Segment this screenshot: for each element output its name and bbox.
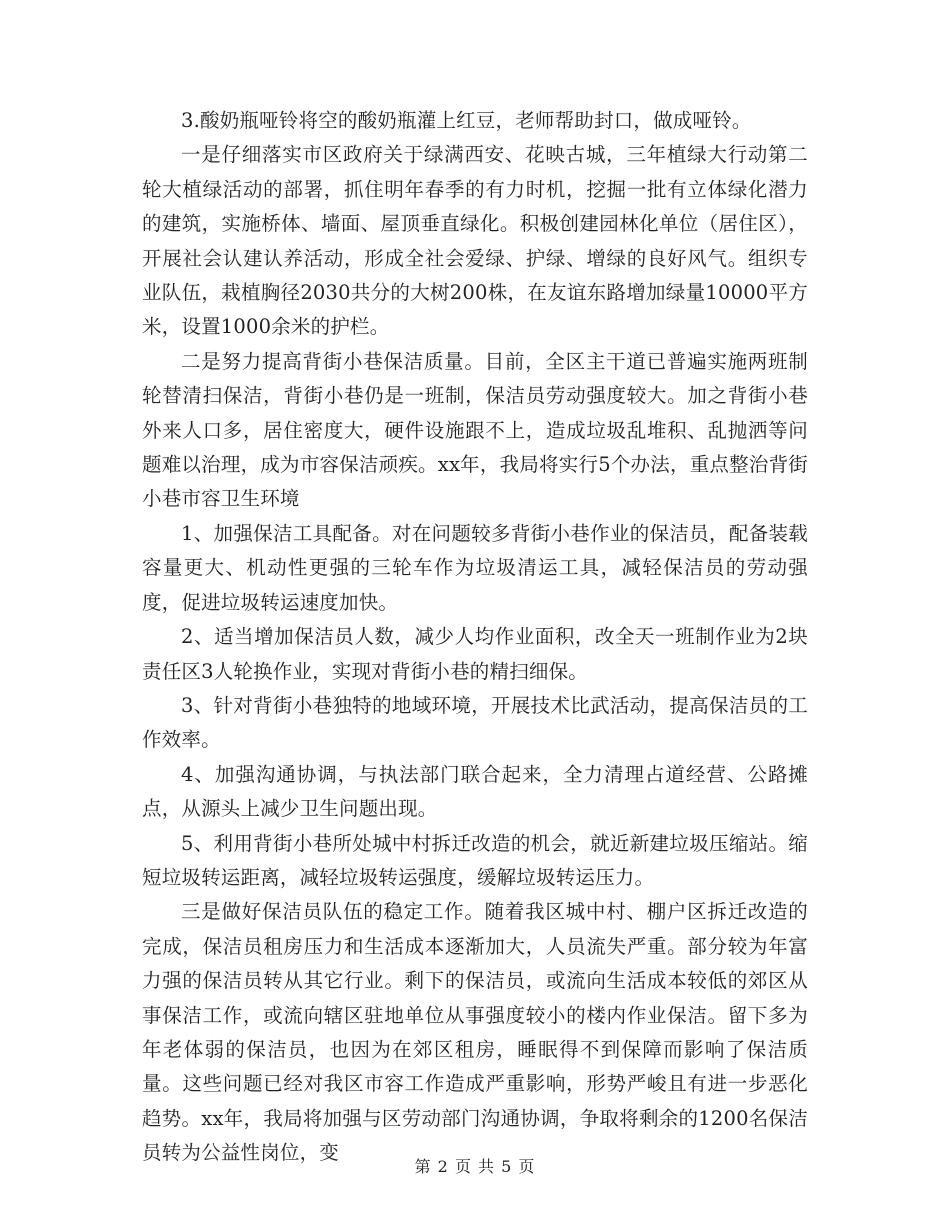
paragraph-cleaner-stability: 三是做好保洁员队伍的稳定工作。随着我区城中村、棚户区拆迁改造的完成，保洁员租房压力和生活成本逐渐加大，人员流失严重。部分较为年富力强的保洁员转从其它行业。剩下的保洁员，或流向生活成本较低的郊区从事保洁工作，或流向辖区驻地单位从事强度较小的楼内作业保洁。留下多为年老体弱的保洁员，也因为在郊区租房，睡眠得不到保障而影响了保洁质量。这些问题已经对我区市容工作造成严重影响，形势严峻且有进一步恶化趋势。xx年，我局将加强与区劳动部门沟通协调，争取将剩余的1200名保洁员转为公益性岗位，变 [142, 900, 808, 1165]
paragraph-alley-cleaning: 二是努力提高背街小巷保洁质量。目前，全区主干道已普遍实施两班制轮替清扫保洁，背街小巷仍是一班制，保洁员劳动强度较大。加之背街小巷外来人口多，居住密度大，硬件设施跟不上，造成垃圾乱堆积、乱抛洒等问题难以治理，成为市容保洁顽疾。xx年，我局将实行5个办法，重点整治背街小巷市容卫生环境 [142, 349, 808, 511]
paragraph-yogurt-dumbbell: 3.酸奶瓶哑铃将空的酸奶瓶灌上红豆，老师帮助封口，做成哑铃。 [181, 109, 752, 132]
paragraph-measure-5: 5、利用背街小巷所处城中村拆迁改造的机会，就近新建垃圾压缩站。缩短垃圾转运距离，减轻垃圾转运强度，缓解垃圾转运压力。 [142, 831, 808, 889]
paragraph-measure-1: 1、加强保洁工具配备。对在问题较多背街小巷作业的保洁员，配备装载容量更大、机动性更强的三轮车作为垃圾清运工具，减轻保洁员的劳动强度，促进垃圾转运速度加快。 [142, 521, 808, 614]
paragraph-greening: 一是仔细落实市区政府关于绿满西安、花映古城，三年植绿大行动第二轮大植绿活动的部署，抓住明年春季的有力时机，挖掘一批有立体绿化潜力的建筑，实施桥体、墙面、屋顶垂直绿化。积极创建园林化单位（居住区），开展社会认建认养活动，形成全社会爱绿、护绿、增绿的良好风气。组织专业队伍，栽植胸径2030共分的大树200株，在友谊东路增加绿量10000平方米，设置1000余米的护栏。 [142, 143, 808, 339]
paragraph-measure-4: 4、加强沟通协调，与执法部门联合起来，全力清理占道经营、公路摊点，从源头上减少卫生问题出现。 [142, 762, 808, 821]
document-body [142, 104, 808, 1171]
paragraph-measure-3: 3、针对背街小巷独特的地域环境，开展技术比武活动，提高保洁员的工作效率。 [142, 693, 808, 752]
paragraph-measure-2: 2、适当增加保洁员人数，减少人均作业面积，改全天一班制作业为2块责任区3人轮换作业，实现对背街小巷的精扫细保。 [142, 625, 808, 683]
page-number-footer: 第 2 页 共 5 页 [414, 1157, 536, 1176]
